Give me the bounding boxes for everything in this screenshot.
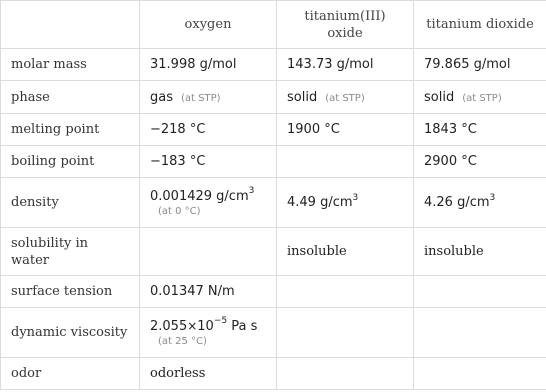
value: gas (150, 89, 173, 105)
cell-oxygen (140, 81, 277, 114)
cell-titanium-iii-oxide (277, 81, 414, 114)
condition-note: (at STP) (462, 92, 502, 104)
row-molar-mass (1, 49, 546, 81)
condition-note: (at 25 °C) (158, 335, 207, 347)
cell-titanium-iii-oxide: 1900 °C (277, 114, 414, 146)
cell-titanium-iii-oxide (277, 146, 414, 178)
column-header-titanium-iii-oxide: titanium(III) oxide (277, 1, 414, 49)
row-label: surface tension (1, 276, 140, 308)
row-label: odor (1, 358, 140, 390)
exponent: 3 (489, 192, 496, 203)
cell-titanium-iii-oxide: insoluble (277, 228, 414, 276)
row-phase (1, 81, 546, 114)
cell-oxygen (140, 308, 277, 358)
cell-titanium-dioxide (414, 178, 546, 228)
row-surface-tension (1, 276, 546, 308)
column-header-titanium-dioxide: titanium dioxide (414, 1, 546, 49)
header-row (1, 1, 546, 49)
row-melting-point (1, 114, 546, 146)
cell-oxygen: odorless (140, 358, 277, 390)
cell-titanium-dioxide: 2900 °C (414, 146, 546, 178)
cell-titanium-iii-oxide (277, 178, 414, 228)
exponent: 3 (352, 192, 359, 203)
cell-oxygen: 0.01347 N/m (140, 276, 277, 308)
corner-cell (1, 1, 140, 49)
row-density (1, 178, 546, 228)
cell-oxygen (140, 178, 277, 228)
row-label: solubility in water (1, 228, 140, 276)
cell-titanium-dioxide: insoluble (414, 228, 546, 276)
value: solid (424, 89, 455, 105)
condition-note: (at STP) (325, 92, 365, 104)
cell-oxygen (140, 228, 277, 276)
times-sign: × (187, 318, 198, 333)
value: 4.26 g/cm (424, 195, 490, 210)
exponent: −5 (213, 316, 228, 327)
cell-titanium-dioxide (414, 81, 546, 114)
row-label: molar mass (1, 49, 140, 81)
value: solid (287, 89, 318, 105)
row-label: dynamic viscosity (1, 308, 140, 358)
condition-note: (at 0 °C) (158, 205, 201, 217)
exponent: 3 (248, 186, 255, 197)
cell-titanium-dioxide (414, 276, 546, 308)
unit: Pa s (227, 318, 258, 334)
cell-oxygen: 31.998 g/mol (140, 49, 277, 81)
row-label: phase (1, 81, 140, 114)
row-label: melting point (1, 114, 140, 146)
cell-titanium-iii-oxide (277, 308, 414, 358)
mantissa: 2.055 (150, 318, 188, 334)
cell-oxygen: −183 °C (140, 146, 277, 178)
column-header-oxygen: oxygen (140, 1, 277, 49)
row-dynamic-viscosity (1, 308, 546, 358)
value: 4.49 g/cm (287, 195, 353, 210)
value: 0.001429 g/cm (150, 188, 249, 204)
condition-note: (at STP) (181, 92, 221, 104)
cell-titanium-iii-oxide: 143.73 g/mol (277, 49, 414, 81)
cell-titanium-dioxide: 79.865 g/mol (414, 49, 546, 81)
cell-titanium-dioxide (414, 358, 546, 390)
row-solubility-in-water (1, 228, 546, 276)
cell-oxygen: −218 °C (140, 114, 277, 146)
row-label: boiling point (1, 146, 140, 178)
row-label: density (1, 178, 140, 228)
cell-titanium-dioxide: 1843 °C (414, 114, 546, 146)
row-boiling-point (1, 146, 546, 178)
base: 10 (197, 318, 214, 334)
cell-titanium-iii-oxide (277, 276, 414, 308)
row-odor (1, 358, 546, 390)
cell-titanium-dioxide (414, 308, 546, 358)
cell-titanium-iii-oxide (277, 358, 414, 390)
